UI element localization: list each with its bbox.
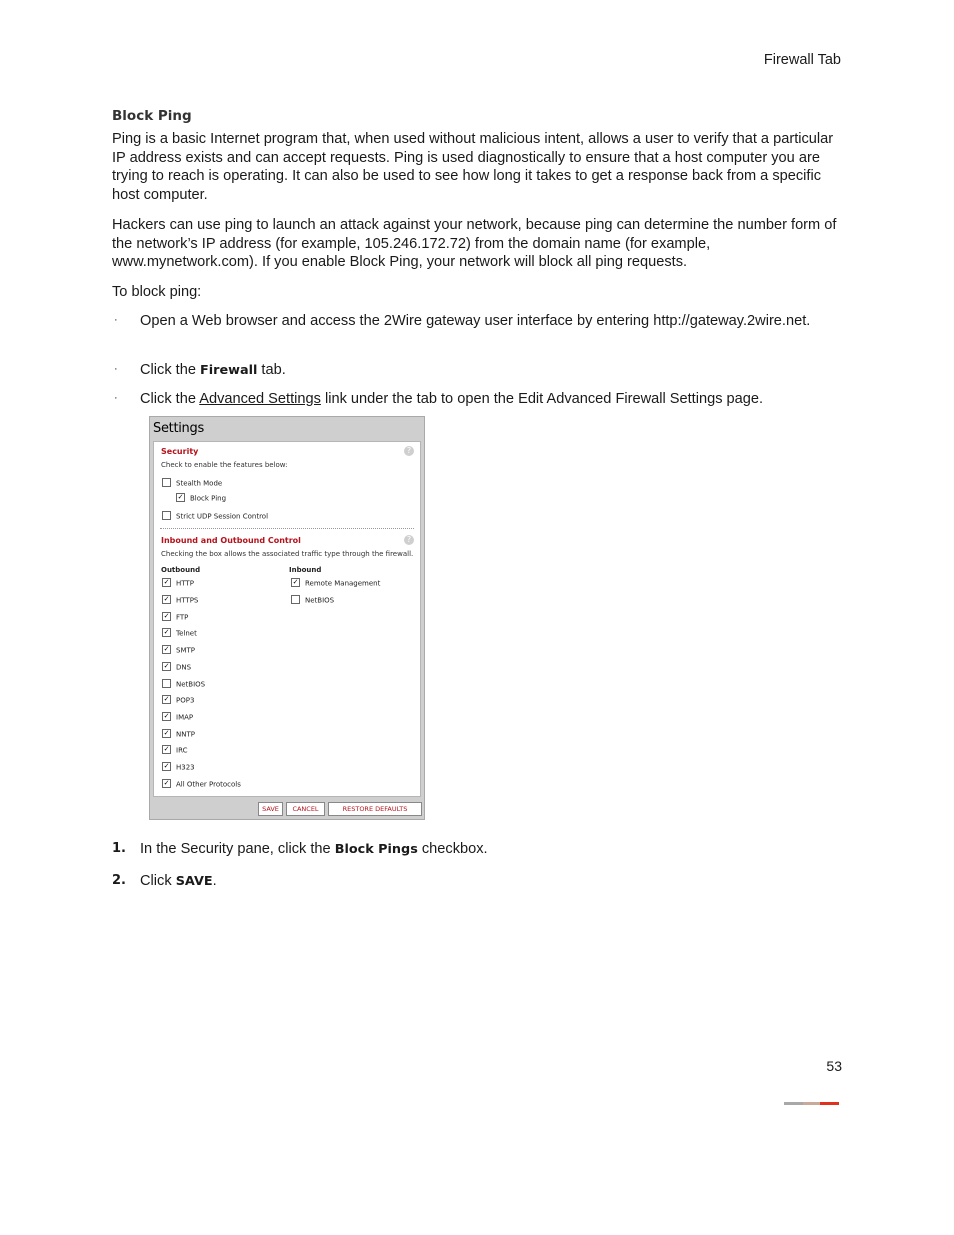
- option-label: SMTP: [176, 646, 195, 655]
- step-text-pre: In the Security pane, click the: [140, 841, 335, 857]
- inbound-remote-management[interactable]: [291, 579, 380, 588]
- step-text-pre: Click: [140, 873, 176, 889]
- paragraph-to-block: To block ping:: [112, 284, 202, 300]
- inbound-header: Inbound: [289, 566, 322, 574]
- step-text-post: checkbox.: [417, 841, 488, 857]
- bullet-text-post: tab.: [257, 362, 286, 378]
- option-label: HTTPS: [176, 596, 199, 605]
- security-help-icon[interactable]: ?: [404, 446, 414, 456]
- traffic-title: Inbound and Outbound Control: [161, 536, 301, 545]
- outbound-nntp[interactable]: [162, 730, 195, 739]
- checkbox[interactable]: [162, 478, 171, 487]
- section-divider: [160, 528, 414, 529]
- save-term: SAVE: [175, 874, 213, 889]
- outbound-pop3[interactable]: [162, 696, 194, 705]
- checkbox[interactable]: [162, 511, 171, 520]
- option-label: Strict UDP Session Control: [176, 512, 269, 521]
- checkbox-checked[interactable]: ✓: [163, 662, 170, 670]
- outbound-h323[interactable]: [162, 763, 195, 772]
- block-pings-term: Block Pings: [334, 842, 418, 857]
- paragraph-hackers: Hackers can use ping to launch an attack against your network, because ping can determine the number form of the network’s IP address (for example, 105.246.172.72) from the domain name (for example, www.mynetwork.com). If you enable Block Ping, your network will block all ping requests.: [112, 217, 837, 271]
- outbound-telnet[interactable]: [162, 629, 197, 638]
- bullet-text-pre: Click the: [140, 391, 200, 407]
- outbound-imap[interactable]: [162, 713, 193, 722]
- option-label: FTP: [176, 613, 189, 622]
- advanced-settings-link[interactable]: Advanced Settings: [199, 391, 321, 407]
- checkbox-checked[interactable]: ✓: [163, 578, 170, 586]
- bullet-dot: ·: [114, 314, 118, 326]
- option-label: All Other Protocols: [176, 780, 241, 789]
- traffic-help-icon[interactable]: ?: [404, 535, 414, 545]
- checkbox-checked[interactable]: ✓: [292, 578, 299, 586]
- option-stealth-mode[interactable]: [162, 479, 222, 488]
- footer-bar-gray: [784, 1102, 803, 1105]
- bullet-text: [140, 361, 830, 381]
- option-label: Telnet: [176, 629, 197, 638]
- option-label: Stealth Mode: [176, 479, 223, 488]
- step-text-post: .: [212, 873, 217, 889]
- checkbox-checked[interactable]: ✓: [163, 595, 170, 603]
- outbound-irc[interactable]: [162, 746, 187, 755]
- outbound-all-other[interactable]: [162, 780, 241, 789]
- outbound-header: Outbound: [161, 566, 201, 574]
- outbound-ftp[interactable]: [162, 613, 188, 622]
- step-number: 2.: [112, 873, 126, 888]
- checkbox-checked[interactable]: ✓: [163, 779, 170, 787]
- running-header: Firewall Tab: [763, 52, 841, 68]
- step-text: [140, 840, 488, 860]
- option-label: IRC: [176, 746, 188, 755]
- inbound-netbios[interactable]: [291, 596, 334, 605]
- firewall-term: Firewall: [200, 363, 258, 378]
- security-title: Security: [161, 447, 199, 456]
- checkbox-checked[interactable]: ✓: [163, 695, 170, 703]
- traffic-desc: Checking the box allows the associated traffic type through the firewall.: [161, 550, 414, 558]
- checkbox[interactable]: [162, 679, 171, 688]
- option-label: POP3: [176, 696, 195, 705]
- checkbox-checked[interactable]: ✓: [163, 645, 170, 653]
- section-heading: Block Ping: [112, 108, 192, 124]
- option-label: DNS: [176, 663, 192, 672]
- option-label: Block Ping: [190, 494, 227, 503]
- outbound-http[interactable]: [162, 579, 194, 588]
- checkbox-checked[interactable]: ✓: [163, 628, 170, 636]
- option-block-ping[interactable]: [176, 494, 226, 503]
- checkbox-checked[interactable]: ✓: [163, 729, 170, 737]
- option-label: Remote Management: [305, 579, 381, 588]
- checkbox-checked[interactable]: ✓: [163, 745, 170, 753]
- outbound-netbios[interactable]: [162, 680, 205, 689]
- step-number: 1.: [112, 841, 126, 856]
- page-number: 53: [826, 1058, 842, 1074]
- footer-bar-tan: [803, 1102, 820, 1105]
- option-label: HTTP: [176, 579, 194, 588]
- bullet-text-pre: Click the: [140, 362, 201, 378]
- cancel-button[interactable]: CANCEL: [286, 802, 325, 816]
- checkbox-checked[interactable]: ✓: [177, 493, 184, 501]
- outbound-dns[interactable]: [162, 663, 191, 672]
- option-label: IMAP: [176, 713, 194, 722]
- bullet-text: Open a Web browser and access the 2Wire gateway user interface by entering http://gateway.2wire.net.: [140, 313, 811, 329]
- outbound-smtp[interactable]: [162, 646, 195, 655]
- footer-bar-red: [820, 1102, 839, 1105]
- settings-screenshot: [149, 416, 425, 820]
- checkbox-checked[interactable]: ✓: [163, 712, 170, 720]
- outbound-https[interactable]: [162, 596, 198, 605]
- bullet-text: [140, 390, 830, 409]
- settings-title: Settings: [153, 421, 204, 436]
- bullet-text-post: link under the tab to open the Edit Advanced Firewall Settings page.: [320, 391, 764, 407]
- checkbox-checked[interactable]: ✓: [163, 612, 170, 620]
- security-desc: Check to enable the features below:: [161, 461, 288, 469]
- checkbox-checked[interactable]: ✓: [163, 762, 170, 770]
- option-label: NetBIOS: [305, 596, 335, 605]
- checkbox[interactable]: [291, 595, 300, 604]
- bullet-dot: ·: [114, 363, 118, 375]
- settings-panel: [153, 441, 421, 797]
- option-label: NNTP: [176, 730, 195, 739]
- step-text: [140, 872, 217, 892]
- paragraph-intro: Ping is a basic Internet program that, when used without malicious intent, allows a user to verify that a particular IP address exists and can accept requests. Ping is used diagnostically to ensure that a host computer you are trying to reach is operating. It can also be used to see how long it takes to get a response back from a specific host computer.: [112, 131, 834, 203]
- restore-defaults-button[interactable]: RESTORE DEFAULTS: [328, 802, 422, 816]
- option-label: NetBIOS: [176, 680, 206, 689]
- option-label: H323: [176, 763, 195, 772]
- save-button[interactable]: SAVE: [258, 802, 283, 816]
- option-strict-udp[interactable]: [162, 512, 268, 521]
- bullet-dot: ·: [114, 392, 118, 404]
